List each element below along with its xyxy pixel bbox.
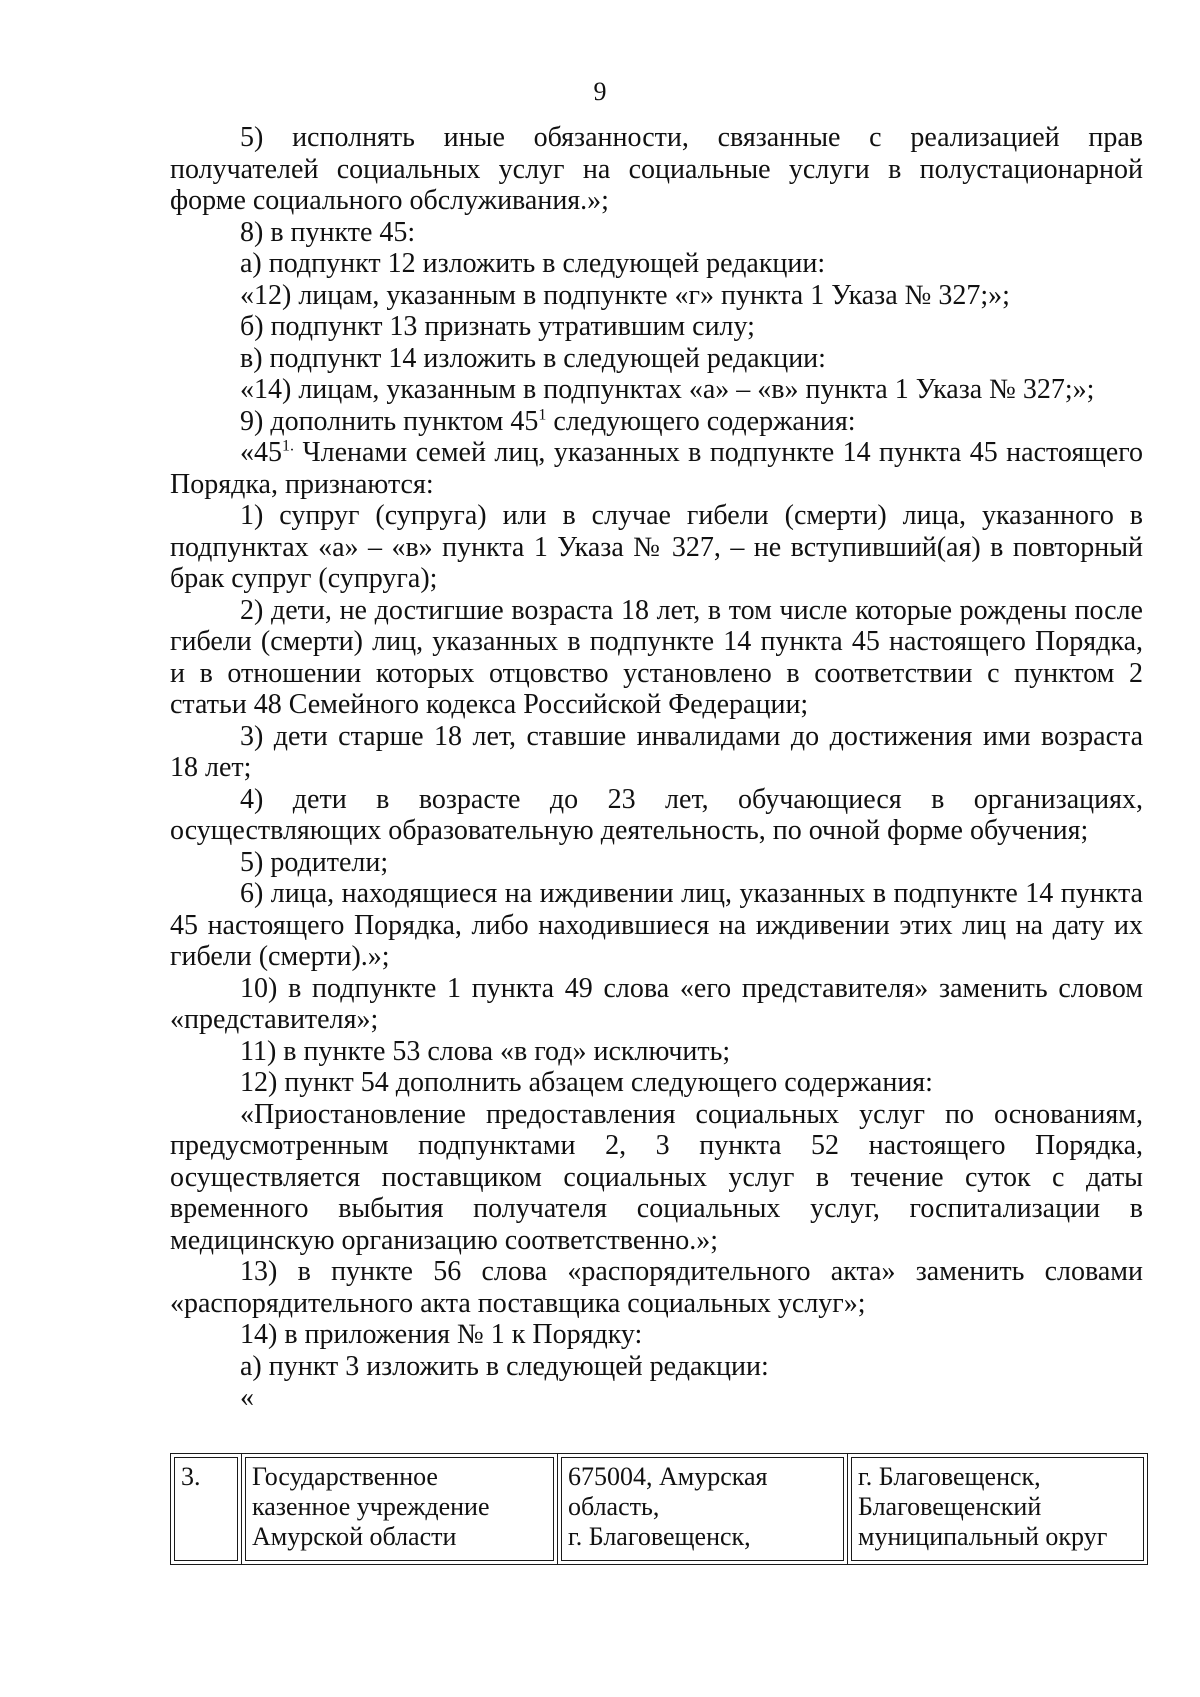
paragraph: 1) супруг (супруга) или в случае гибели (смерти) лица, указанного в подпунктах «а» – «в» пункта 1 Указа № 327, – не вступивший(ая) в повторный брак супруг (супруга); [170,500,1143,594]
paragraph: в) подпункт 14 изложить в следующей редакции: [240,342,826,374]
paragraph [170,437,1143,500]
paragraph: 4) дети в возрасте до 23 лет, обучающиеся в организациях, осуществляющих образовательную деятельность, по очной форме обучения; [170,783,1143,846]
paragraph: 12) пункт 54 дополнить абзацем следующего содержания: [240,1067,933,1098]
superscript: 1. [282,437,294,455]
table-cell-organization [242,1454,558,1565]
document-body [170,122,1143,1414]
paragraph-text: 9) дополнить пунктом 45 [240,405,539,437]
paragraph: 8) в пункте 45: [240,216,416,248]
paragraph-text: «45 [240,437,282,468]
superscript: 1 [538,406,547,424]
paragraph: 3) дети старше 18 лет, ставшие инвалидами до достижения ими возраста 18 лет; [170,720,1143,783]
paragraph: 11) в пункте 53 слова «в год» исключить; [240,1035,731,1067]
paragraph: 10) в подпункте 1 пункта 49 слова «его представителя» заменить словом «представителя»; [170,972,1143,1035]
paragraph-text: следующего содержания: [546,405,856,437]
paragraph: а) подпункт 12 изложить в следующей редакции: [240,248,826,279]
cell-text: 675004, Амурская область, г. Благовещенск, [568,1462,768,1551]
paragraph: 14) в приложения № 1 к Порядку: [240,1319,643,1350]
paragraph: 5) родители; [240,846,389,878]
table [170,1453,1148,1565]
paragraph: 13) в пункте 56 слова «распорядительного акта» заменить словами «распорядительного акта поставщика социальных услуг»; [170,1256,1143,1319]
paragraph: б) подпункт 13 признать утратившим силу; [240,311,755,342]
cell-text: 3. [181,1462,201,1491]
opening-quote: « [240,1382,254,1413]
paragraph: «12) лицам, указанным в подпункте «г» пункта 1 Указа № 327;»; [240,279,1010,311]
paragraph: 5) исполнять иные обязанности, связанные с реализацией прав получателей социальных услуг на социальные услуги в полустационарной форме социального обслуживания.»; [170,122,1143,216]
paragraph: «Приостановление предоставления социальных услуг по основаниям, предусмотренным подпунктами 2, 3 пункта 52 настоящего Порядка, осуществляется поставщиком социальных услуг в течение суток с даты временного выбытия получателя социальных услуг, госпитализации в медицинскую организацию соответственно.»; [170,1098,1143,1256]
paragraph: а) пункт 3 изложить в следующей редакции: [240,1350,769,1382]
page-number: 9 [593,77,607,106]
cell-text: Государственное казенное учреждение Амурской области [252,1462,490,1551]
table-cell-address [558,1454,848,1565]
paragraph: «14) лицам, указанным в подпунктах «а» – «в» пункта 1 Указа № 327;»; [240,374,1095,405]
paragraph-text: Членами семей лиц, указанных в подпункте 14 пункта 45 настоящего Порядка, признаются: [170,437,1143,500]
paragraph: 6) лица, находящиеся на иждивении лиц, указанных в подпункте 14 пункта 45 настоящего Порядка, либо находившиеся на иждивении этих лиц на дату их гибели (смерти).»; [170,878,1143,972]
paragraph: 2) дети, не достигшие возраста 18 лет, в том числе которые рождены после гибели (смерти) лиц, указанных в подпункте 14 пункта 45 настоящего Порядка, и в отношении которых отцовство установлено в соответствии с пунктом 2 статьи 48 Семейного кодекса Российской Федерации; [170,594,1143,720]
table-cell-number [171,1454,242,1565]
table-cell-territory [848,1454,1148,1565]
organization-table [170,1453,1147,1565]
table-row [171,1454,1148,1565]
paragraph [170,406,1143,438]
cell-text: г. Благовещенск, Благовещенский муниципальный округ [858,1462,1108,1551]
